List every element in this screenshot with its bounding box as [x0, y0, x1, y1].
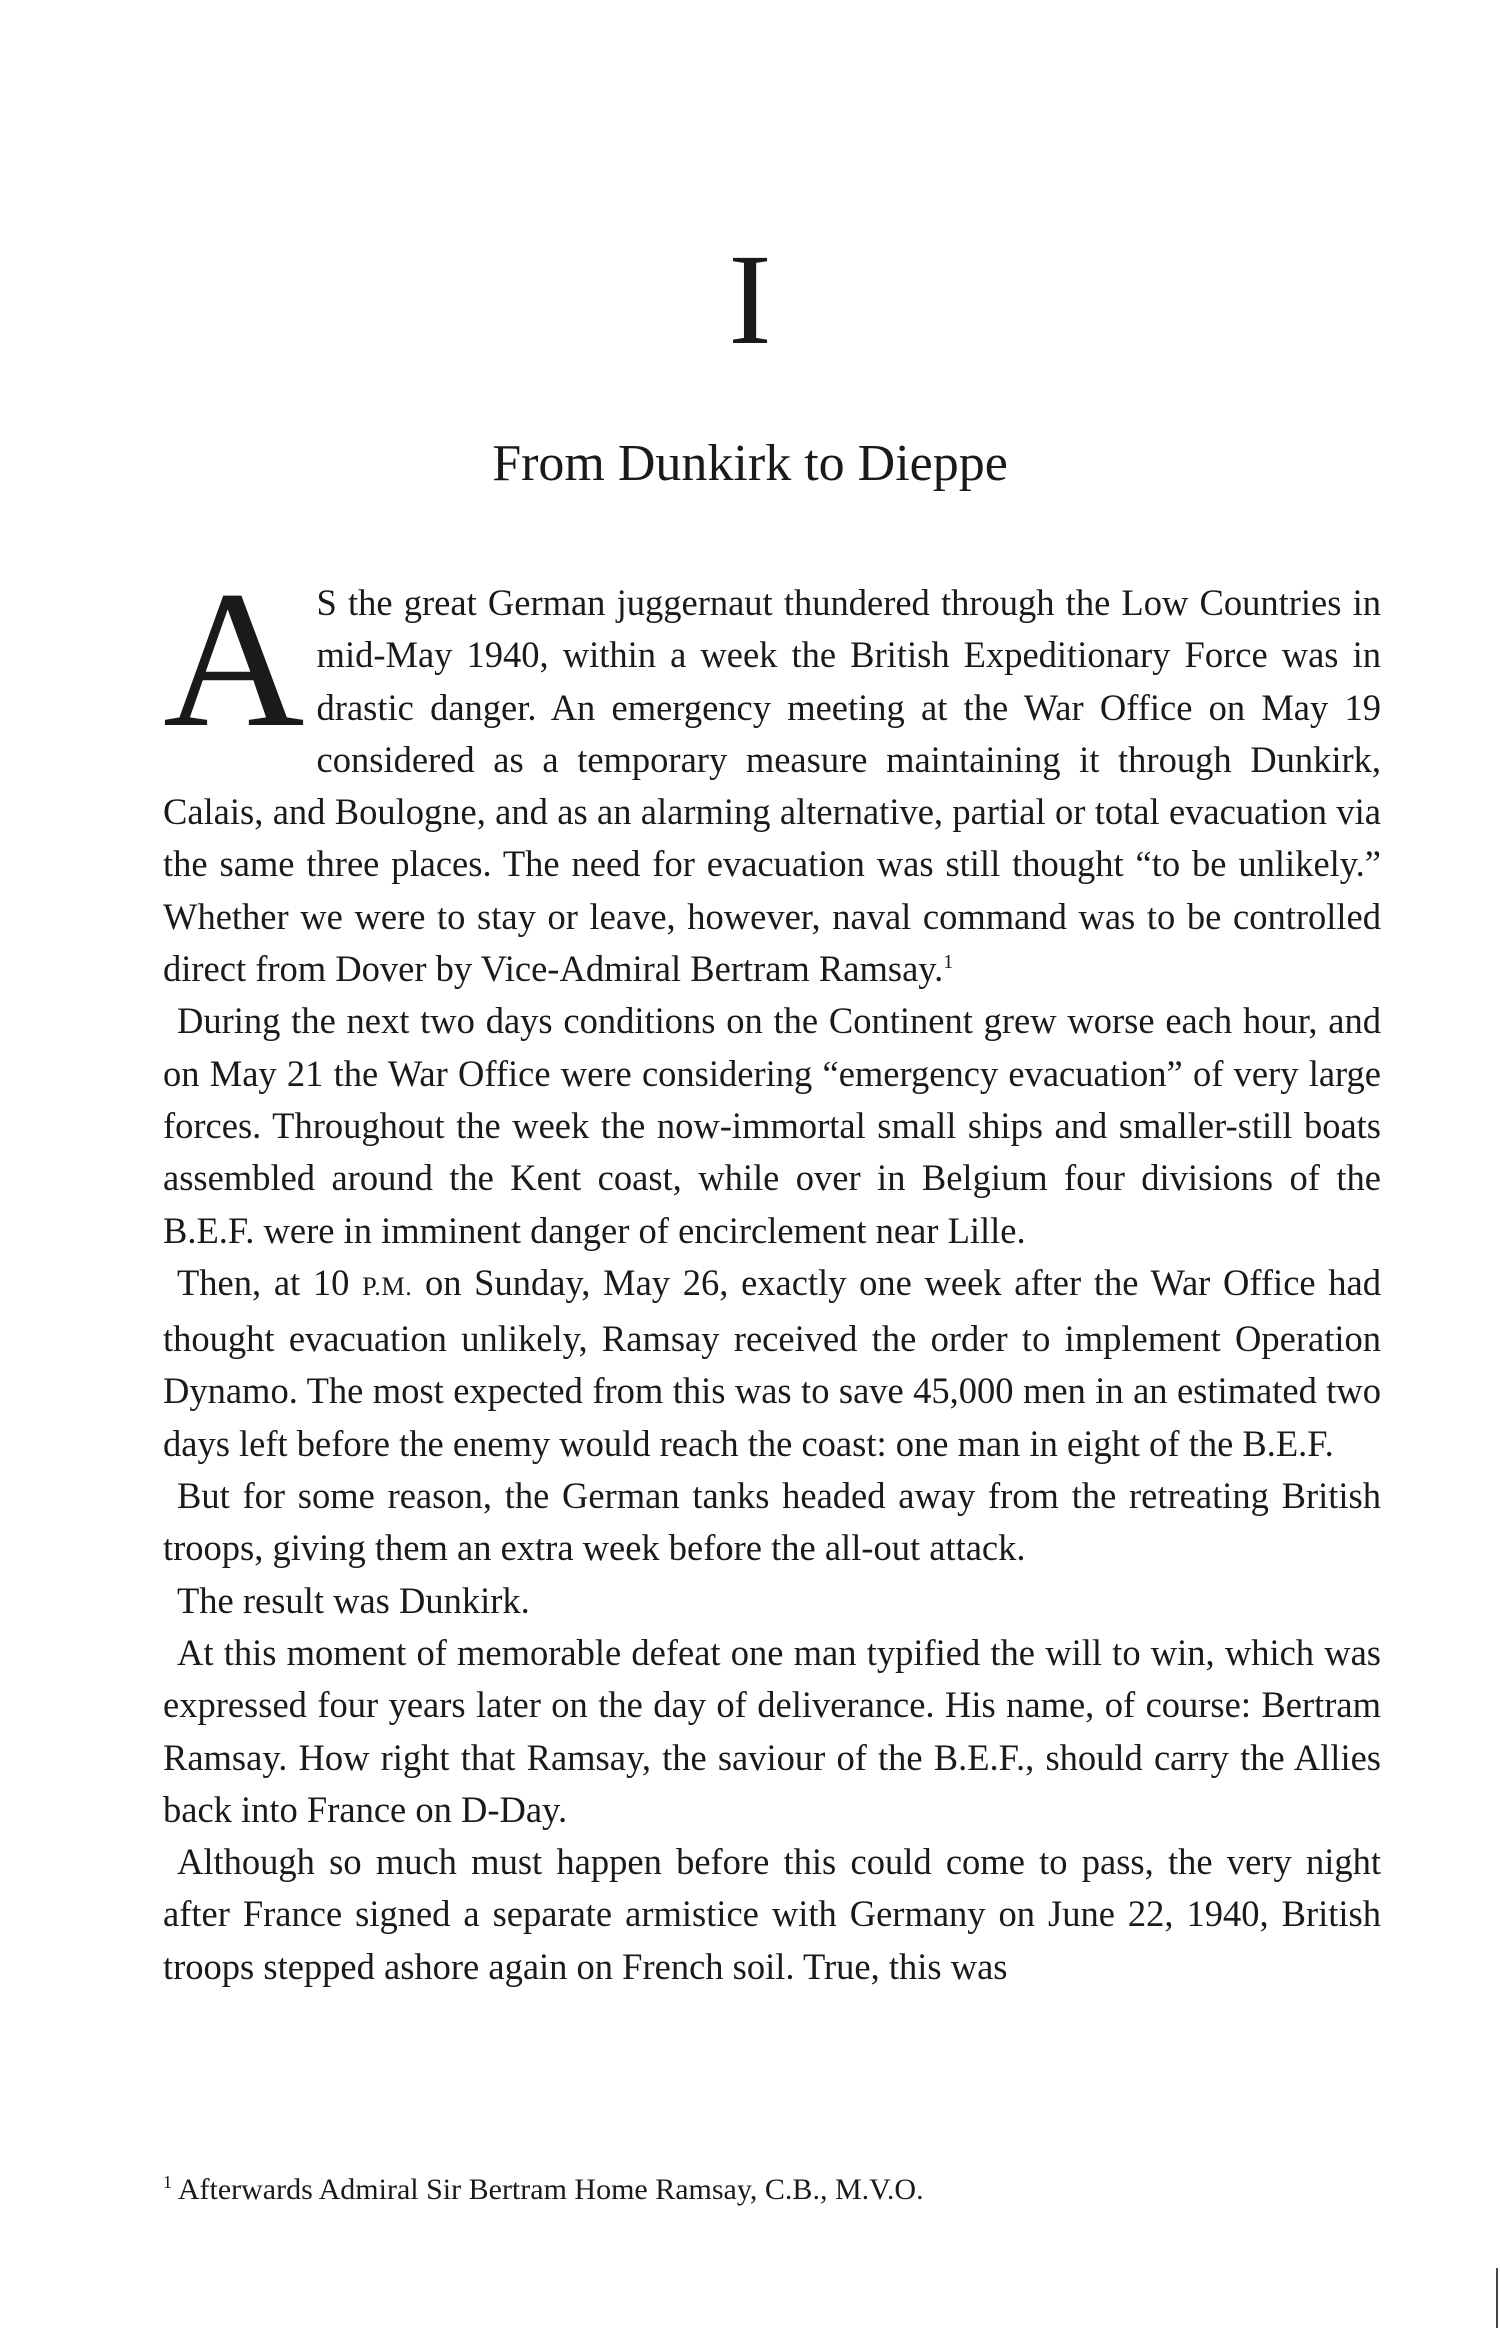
chapter-number: I [728, 228, 772, 372]
time-pm: P.M. [362, 1271, 413, 1301]
paragraph-4: But for some reason, the German tanks headed away from the retreating British troops, giving them an extra week before the all-out attack. [163, 1475, 1381, 1569]
paragraph-1-text: S the great German juggernaut thundered through the Low Countries in mid-May 1940, within a week the British Expeditionary Force was in drastic danger. An emergency meeting at the War Office on May 19 considered as a temporary measure maintaining it through Dunkirk, Calais, and Boulogne, and as an alarming alternative, partial or total evacuation via the same three places. The need for evacuation was still thought “to be unlikely.” Whether we were to stay or leave, however, naval command was to be controlled direct from Dover by Vice-Admiral Bertram Ramsay. [163, 582, 1381, 990]
chapter-title: From Dunkirk to Dieppe [492, 435, 1008, 492]
paragraph-3-text-start: Then, at 10 [177, 1261, 363, 1303]
paragraph-7: Although so much must happen before this could come to pass, the very night after France signed a separate armistice with Germany on June 22, 1940, British troops stepped ashore again on French soil. True, this was [163, 1841, 1381, 1987]
paragraph-1 [163, 551, 1381, 995]
page-edge-mark [1496, 2268, 1498, 2328]
drop-cap: A [163, 551, 305, 768]
footnote [163, 2170, 1381, 2210]
footnote-reference: 1 [943, 950, 954, 973]
paragraph-3 [163, 1257, 1381, 1470]
paragraph-5: The result was Dunkirk. [177, 1579, 530, 1621]
footnote-text: Afterwards Admiral Sir Bertram Home Ramsay, C.B., M.V.O. [172, 2173, 924, 2206]
paragraph-6: At this moment of memorable defeat one man typified the will to win, which was expressed four years later on the day of deliverance. His name, of course: Bertram Ramsay. How right that Ramsay, the saviour of the B.E.F., should carry the Allies back into France on D-Day. [163, 1631, 1381, 1830]
paragraph-2: During the next two days conditions on the Continent grew worse each hour, and on May 21 the War Office were considering “emergency evacuation” of very large forces. Throughout the week the now-immortal small ships and smaller-still boats assembled around the Kent coast, while over in Belgium four divisions of the B.E.F. were in imminent danger of encirclement near Lille. [163, 1000, 1381, 1251]
paragraph-3-text-end: on Sunday, May 26, exactly one week after the War Office had thought evacuation unlikely, Ramsay received the order to implement Operation Dynamo. The most expected from this was to save 45,000 men in an estimated two days left before the enemy would reach the coast: one man in eight of the B.E.F. [163, 1261, 1381, 1464]
chapter-body [163, 551, 1381, 1993]
footnote-marker: 1 [163, 2172, 172, 2192]
